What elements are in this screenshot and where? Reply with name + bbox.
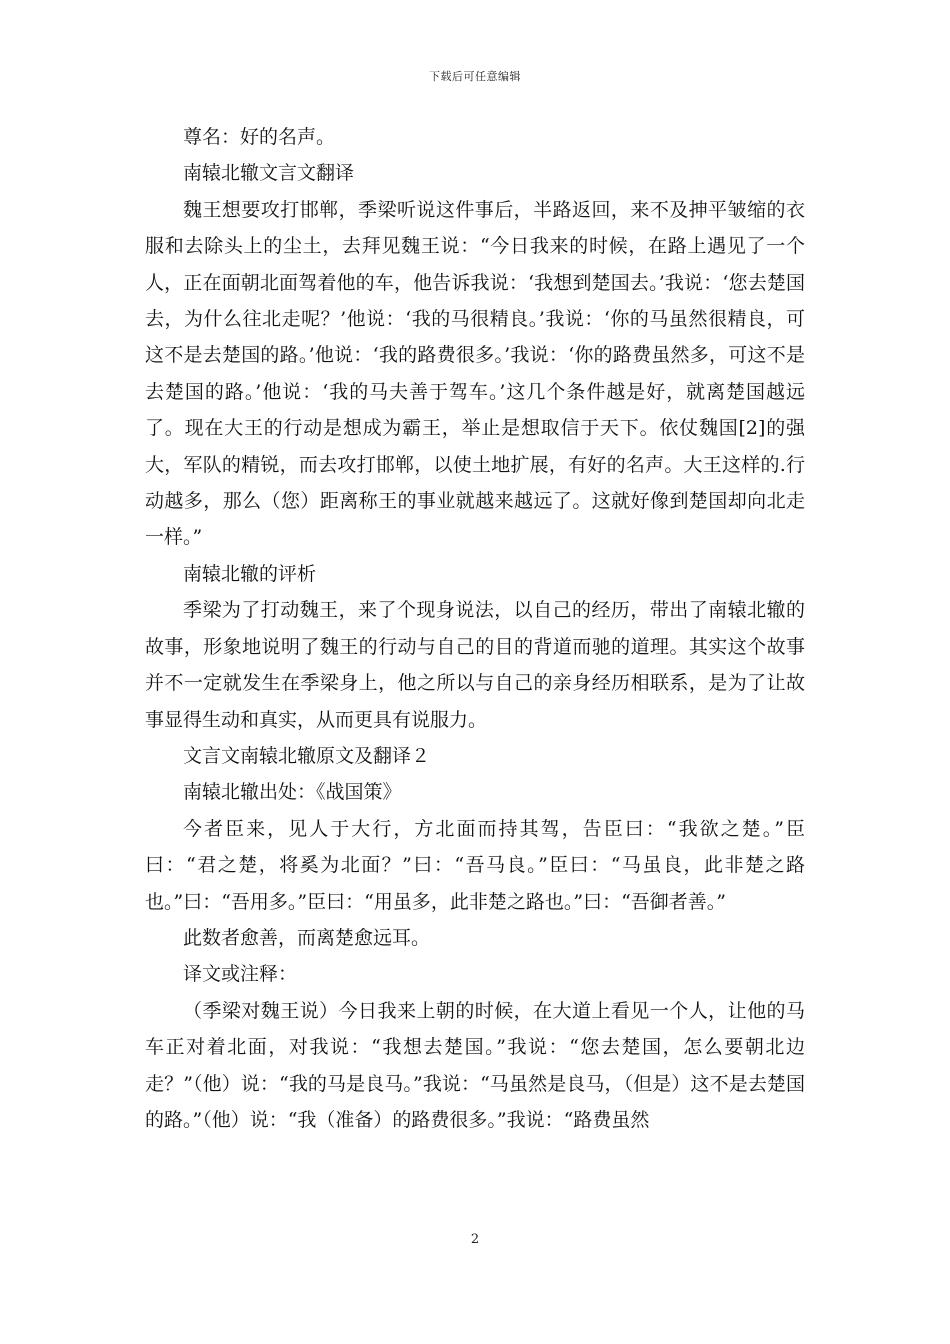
paragraph-original-text: 今者臣来，见人于大行，方北面而持其驾，告臣曰：“我欲之楚。”臣曰：“君之楚，将奚为北面？”曰：“吾马良。”臣曰：“马虽良，此非楚之路也。”曰：“吾用多。”臣曰：“用虽多，此非楚之路也。”曰：“吾御者善。” — [145, 817, 805, 913]
section-heading-original: 文言文南辕北辙原文及翻译２ — [183, 744, 431, 767]
paragraph-source: 南辕北辙出处：《战国策》 — [183, 781, 402, 804]
paragraph-notes-translation: （季梁对魏王说）今日我来上朝的时候，在大道上看见一个人，让他的马车正对着北面，对我说：“我想去楚国。”我说：“您去楚国，怎么要朝北边走？”（他）说：“我的马是良马。”我说：“马虽然是良马，（但是）这不是去楚国的路。”（他）说：“我（准备）的路费很多。”我说：“路费虽然 — [145, 999, 805, 1131]
paragraph-definition: 尊名：好的名声。 — [183, 126, 336, 148]
paragraph-original-conclusion: 此数者愈善，而离楚愈远耳。 — [183, 926, 431, 949]
page-header-note: 下载后可任意编辑 — [429, 70, 521, 83]
section-heading-notes: 译文或注释： — [183, 963, 298, 986]
document-body — [145, 119, 805, 1138]
section-heading-translation: 南辕北辙文言文翻译 — [183, 162, 355, 185]
section-heading-analysis: 南辕北辙的评析 — [183, 562, 317, 585]
page-number: 2 — [470, 1232, 480, 1247]
paragraph-translation: 魏王想要攻打邯郸，季梁听说这件事后，半路返回，来不及抻平皱缩的衣服和去除头上的尘土，去拜见魏王说：“今日我来的时候，在路上遇见了一个人，正在面朝北面驾着他的车，他告诉我说：‘我想到楚国去。’我说：‘您去楚国去，为什么往北走呢？’他说：‘我的马很精良。’我说：‘你的马虽然很精良，可这不是去楚国的路。’他说：‘我的路费很多。’我说：‘你的路费虽然多，可这不是去楚国的路。’他说：‘我的马夫善于驾车。’这几个条件越是好，就离楚国越远了。现在大王的行动是想成为霸王，举止是想取信于天下。依仗魏国[2]的强大，军队的精锐，而去攻打邯郸，以使土地扩展，有好的名声。大王这样的.行动越多，那么（您）距离称王的事业就越来越远了。这就好像到楚国却向北走一样。” — [145, 198, 805, 549]
paragraph-analysis: 季梁为了打动魏王，来了个现身说法，以自己的经历，带出了南辕北辙的故事，形象地说明了魏王的行动与自己的目的背道而驰的道理。其实这个故事并不一定就发生在季梁身上，他之所以与自己的亲身经历相联系，是为了让故事显得生动和真实，从而更具有说服力。 — [145, 599, 805, 731]
